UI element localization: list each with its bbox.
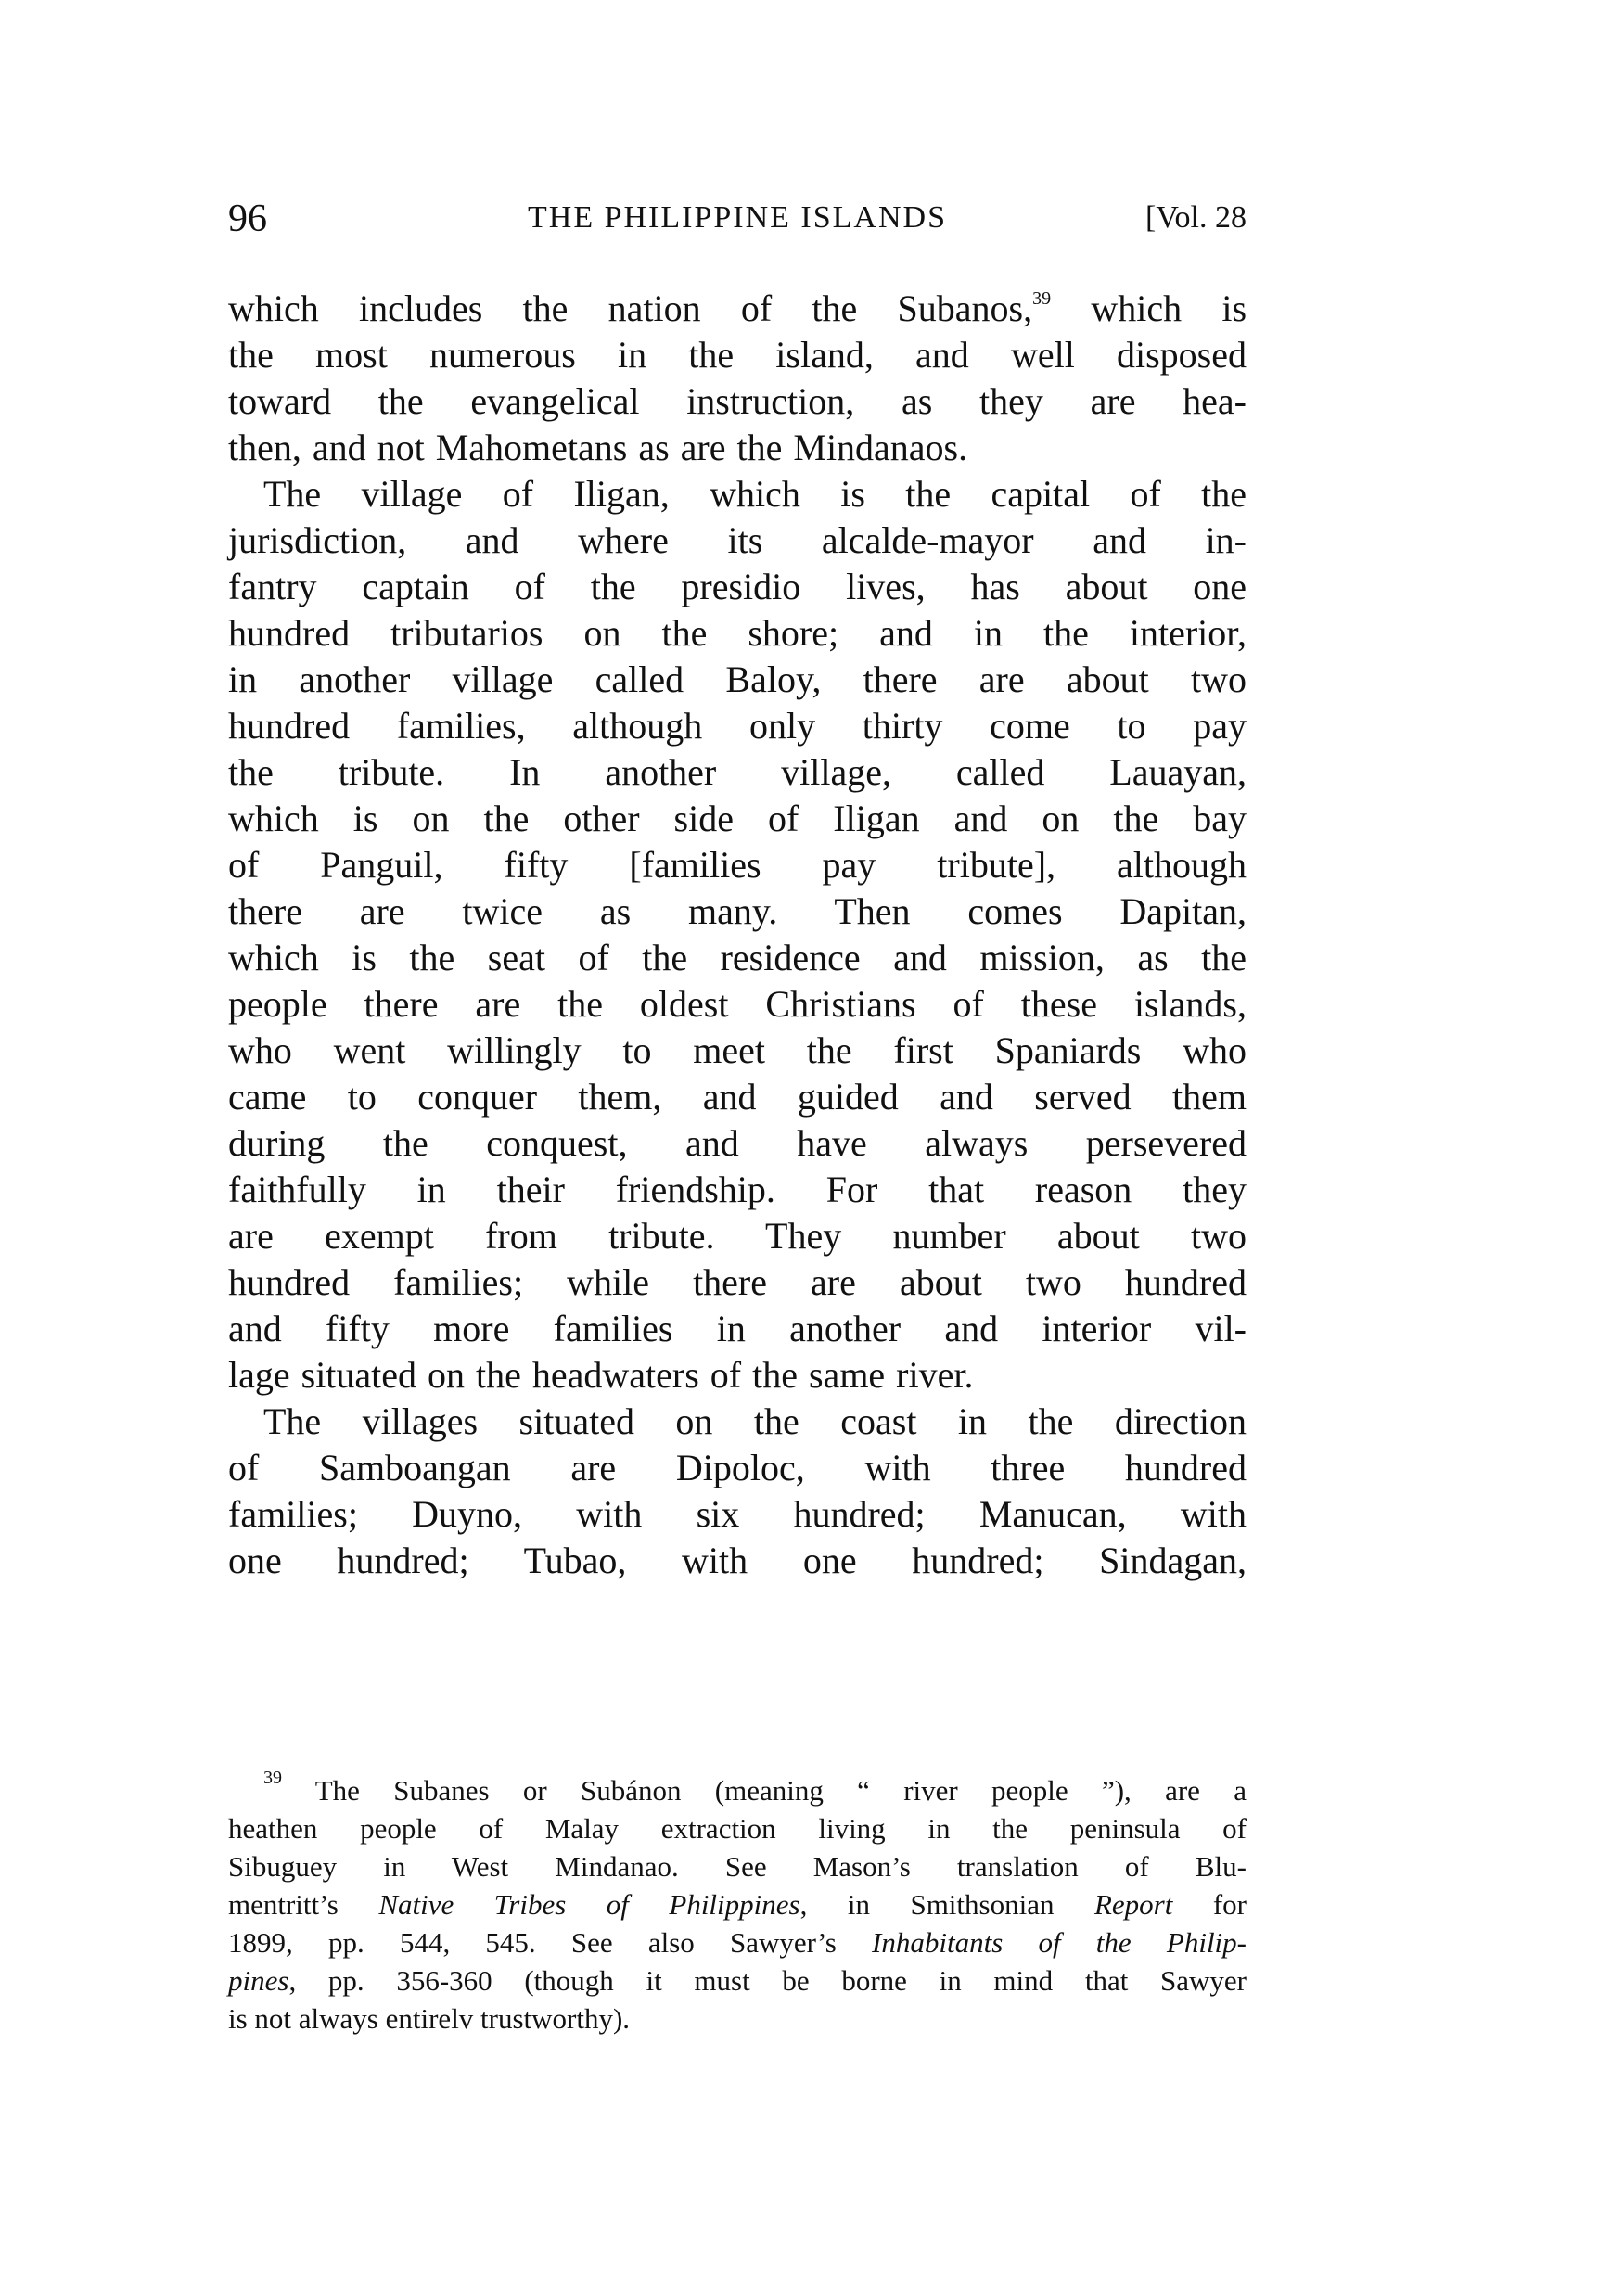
body-text (228, 286, 1247, 1584)
text-line (228, 564, 1247, 610)
running-header (228, 197, 1247, 243)
text-segment: hundred families; while there are about two hundred (228, 1261, 1247, 1303)
text-segment: are exempt from tribute. They number about two (228, 1215, 1247, 1257)
text-segment: during the conquest, and have always persevered (228, 1122, 1247, 1164)
text-line (228, 1445, 1247, 1491)
running-title: THE PHILIPPINE ISLANDS (528, 200, 947, 235)
text-segment: heathen people of Malay extraction living in the peninsula of (228, 1812, 1247, 1845)
text-line (228, 842, 1247, 888)
text-line (228, 935, 1247, 981)
page-number: 96 (228, 198, 267, 240)
text-line (228, 517, 1247, 564)
text-line (228, 1074, 1247, 1120)
text-segment: one hundred; Tubao, with one hundred; Sindagan, (228, 1540, 1247, 1581)
text-line (228, 1352, 1247, 1399)
text-line (228, 332, 1247, 378)
text-line (228, 1306, 1247, 1352)
text-segment: of Samboangan are Dipoloc, with three hundred (228, 1447, 1247, 1488)
text-segment: people there are the oldest Christians of these islands, (228, 983, 1247, 1025)
text-segment: the tribute. In another village, called Lauayan, (228, 751, 1247, 793)
footnote-line (228, 1885, 1247, 1923)
italic-text: Inhabitants of the Philip- (872, 1926, 1247, 1959)
text-segment: The village of Iligan, which is the capital of the (263, 473, 1247, 515)
text-segment: The villages situated on the coast in the direction (263, 1400, 1247, 1442)
text-segment: jurisdiction, and where its alcalde-mayor and in- (228, 519, 1247, 561)
text-line (228, 981, 1247, 1028)
text-segment: lage situated on the headwaters of the same river. (228, 1354, 974, 1396)
footnote-line (228, 2000, 1247, 2038)
footnote-marker: 39 (263, 1768, 282, 1788)
text-segment: which is on the other side of Iligan and on the bay (228, 798, 1247, 839)
italic-text: pines (228, 1964, 289, 1997)
text-segment: then, and not Mahometans as are the Mindanaos. (228, 427, 968, 468)
text-segment: fantry captain of the presidio lives, has about one (228, 566, 1247, 607)
text-segment: is not always entirelv trustworthy). (228, 2002, 631, 2035)
text-segment: and fifty more families in another and interior vil- (228, 1308, 1247, 1349)
text-segment: for (1172, 1888, 1247, 1921)
text-segment: hundred tributarios on the shore; and in the interior, (228, 612, 1247, 654)
text-segment: which includes the nation of the Subanos, (228, 287, 1033, 329)
footnote-line (228, 1847, 1247, 1885)
text-segment: faithfully in their friendship. For that reason they (228, 1169, 1247, 1210)
text-line (228, 1399, 1247, 1445)
text-segment: who went willingly to meet the first Spaniards who (228, 1029, 1247, 1071)
text-line (228, 1028, 1247, 1074)
text-line (228, 1538, 1247, 1584)
text-line (228, 286, 1247, 332)
text-segment: which is the seat of the residence and mission, as the (228, 937, 1247, 978)
text-line (228, 425, 1247, 471)
text-line (228, 888, 1247, 935)
text-line (228, 796, 1247, 842)
text-line (228, 1167, 1247, 1213)
text-segment: toward the evangelical instruction, as they are hea- (228, 380, 1247, 422)
text-segment: The Subanes or Subánon (meaning “ river people ”), are a (282, 1774, 1247, 1807)
text-line (228, 657, 1247, 703)
text-segment: hundred families, although only thirty come to pay (228, 705, 1247, 747)
text-line (228, 1120, 1247, 1167)
text-segment: of Panguil, fifty [families pay tribute], although (228, 844, 1247, 886)
text-line (228, 471, 1247, 517)
text-segment: Sibuguey in West Mindanao. See Mason’s translation of Blu- (228, 1850, 1247, 1883)
text-segment: , in Smithsonian (799, 1888, 1094, 1921)
footnote-line (228, 1809, 1247, 1847)
text-segment: came to conquer them, and guided and served them (228, 1076, 1247, 1118)
text-line (228, 1213, 1247, 1259)
footnote-line (228, 1768, 1247, 1809)
text-segment: in another village called Baloy, there are about two (228, 658, 1247, 700)
footnote-marker: 39 (1032, 288, 1052, 309)
text-line (228, 378, 1247, 425)
footnote-line (228, 1923, 1247, 1961)
text-segment: which is (1051, 287, 1247, 329)
text-segment: , pp. 356-360 (though it must be borne in mind that Sawyer (288, 1964, 1247, 1997)
text-segment: the most numerous in the island, and well disposed (228, 334, 1247, 376)
text-segment: 1899, pp. 544, 545. See also Sawyer’s (228, 1926, 873, 1959)
text-segment: there are twice as many. Then comes Dapitan, (228, 890, 1247, 932)
italic-text: Report (1093, 1888, 1173, 1921)
text-line (228, 749, 1247, 796)
text-segment: families; Duyno, with six hundred; Manucan, with (228, 1493, 1247, 1535)
text-line (228, 703, 1247, 749)
volume-label: [Vol. 28 (1145, 200, 1247, 235)
text-line (228, 1259, 1247, 1306)
text-line (228, 610, 1247, 657)
italic-text: Native Tribes of Philippines (378, 1888, 800, 1921)
text-segment: mentritt’s (228, 1888, 379, 1921)
footnote (228, 1768, 1247, 2038)
text-line (228, 1491, 1247, 1538)
footnote-line (228, 1961, 1247, 2000)
